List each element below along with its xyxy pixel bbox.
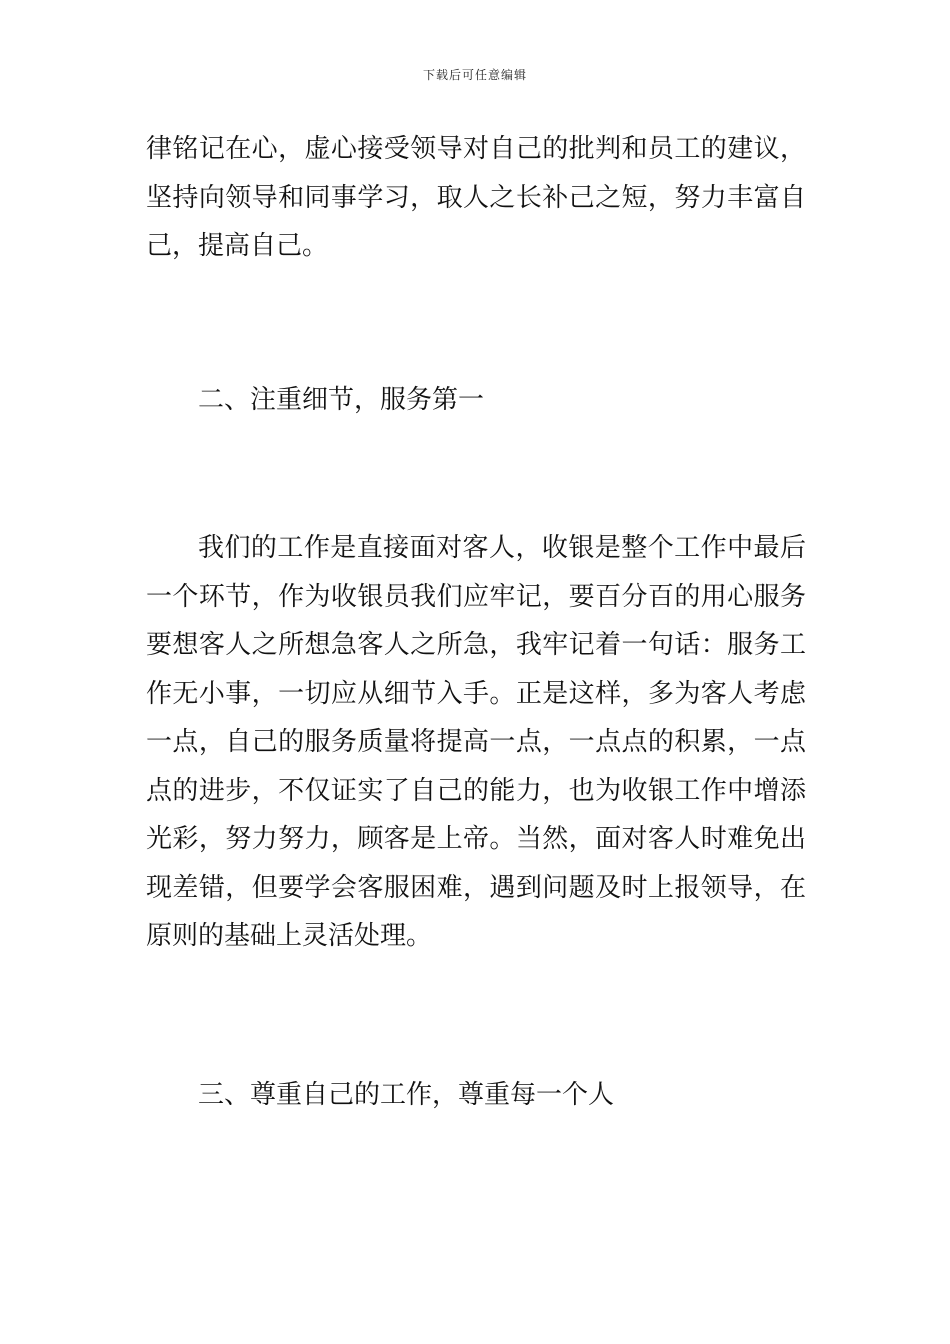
paragraph-service: 我们的工作是直接面对客人，收银是整个工作中最后一个环节，作为收银员我们应牢记，要百分百的用心服务要想客人之所想急客人之所急，我牢记着一句话：服务工作无小事，一切应从细节入手。正是这样，多为客人考虑一点，自己的服务质量将提高一点，一点点的积累，一点点的进步，不仅证实了自己的能力，也为收银工作中增添光彩，努力努力，顾客是上帝。当然，面对客人时难免出现差错，但要学会客服困难，遇到问题及时上报领导，在原则的基础上灵活处理。 xyxy=(146,533,806,951)
download-note: 下载后可任意编辑 xyxy=(422,68,527,82)
section-heading-3: 三、尊重自己的工作，尊重每一个人 xyxy=(198,1080,615,1110)
paragraph-continuation: 律铭记在心，虚心接受领导对自己的批判和员工的建议，坚持向领导和同事学习，取人之长补己之短，努力丰富自己，提高自己。 xyxy=(146,134,806,261)
section-heading-2: 二、注重细节，服务第一 xyxy=(198,385,485,415)
